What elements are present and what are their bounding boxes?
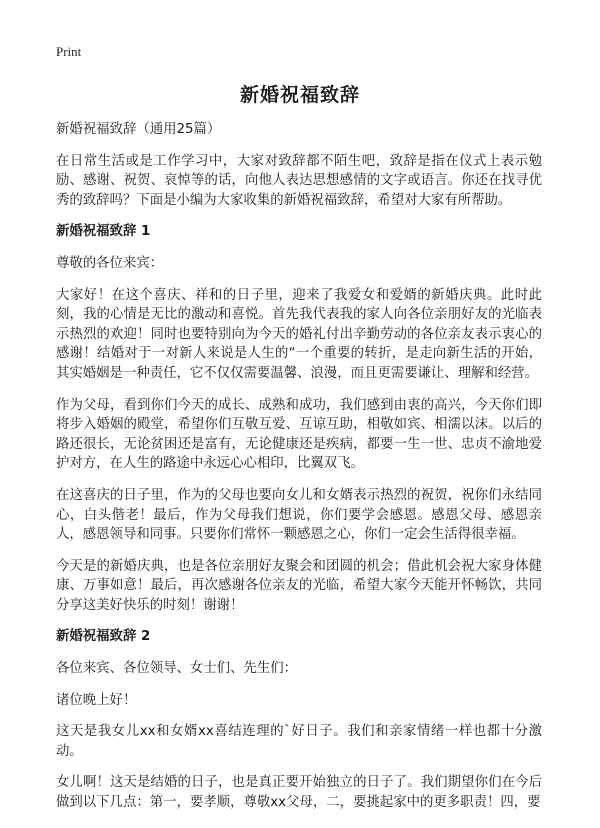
paragraph: 女儿啊！这天是结婚的日子，也是真正要开始独立的日子了。我们期望你们在今后做到以下几点：第一，要孝顺，尊敬xx父母，二，要挑起家中的更多职责！四，要 <box>56 775 542 811</box>
subtitle: 新婚祝福致辞（通用25篇） <box>56 122 221 137</box>
document-body <box>56 120 542 825</box>
paragraph: 诸位晚上好！ <box>56 692 137 708</box>
paragraph: 作为父母，看到你们今天的成长、成熟和成功，我们感到由衷的高兴，今天你们即将步入婚姻的殿堂，希望你们互敬互爱、互谅互助，相敬如宾、相濡以沫。以后的路还很长，无论贫困还是富有，无论健康还是疾病，都要一生一世、忠贞不渝地爱护对方，在人生的路途中永远心心相印，比翼双飞。 <box>56 397 542 472</box>
section-heading-1: 新婚祝福致辞 1 <box>56 224 151 240</box>
section-heading-2: 新婚祝福致辞 2 <box>56 629 151 645</box>
print-link[interactable]: Print <box>56 44 82 59</box>
paragraph: 今天是的新婚庆典，也是各位亲朋好友聚会和团圆的机会；借此机会祝大家身体健康、万事如意！最后，再次感谢各位亲友的光临，希望大家今天能开怀畅饮，共同分享这美好快乐的时刻！谢谢！ <box>56 558 542 613</box>
paragraph: 在这喜庆的日子里，作为的父母也要向女儿和女婿表示热烈的祝贺，祝你们永结同心，白头偕老！最后，作为父母我们想说，你们要学会感恩。感恩父母、感恩亲人，感恩领导和同事。只要你们常怀一颗感恩之心，你们一定会生活得很幸福。 <box>56 487 542 543</box>
paragraph: 这天是我女儿xx和女婿xx喜结连理的`好日子。我们和亲家情绪一样也都十分激动。 <box>56 724 542 759</box>
paragraph: 大家好！在这个喜庆、祥和的日子里，迎来了我爱女和爱婿的新婚庆典。此时此刻，我的心情是无比的激动和喜悦。首先我代表我的家人向各位亲朋好友的光临表示热烈的欢迎！同时也要特别向为今天的婚礼付出辛勤劳动的各位亲友表示衷心的感谢！结婚对于一对新人来说是人生的“一个重要的转折，是走向新生活的开始，其实婚姻是一种责任，它不仅仅需要温馨、浪漫，而且更需要谦让、理解和经营。 <box>56 287 542 381</box>
paragraph: 各位来宾、各位领导、女士们、先生们： <box>56 661 298 677</box>
intro-paragraph: 在日常生活或是工作学习中，大家对致辞都不陌生吧，致辞是指在仪式上表示勉励、感谢、祝贺、哀悼等的话，向他人表达思想感情的文字或语言。你还在找寻优秀的致辞吗？下面是小编为大家收集的新婚祝福致辞，希望对大家有所帮助。 <box>56 153 542 208</box>
page-title: 新婚祝福致辞 <box>239 84 360 106</box>
paragraph: 尊敬的各位来宾： <box>56 255 164 271</box>
